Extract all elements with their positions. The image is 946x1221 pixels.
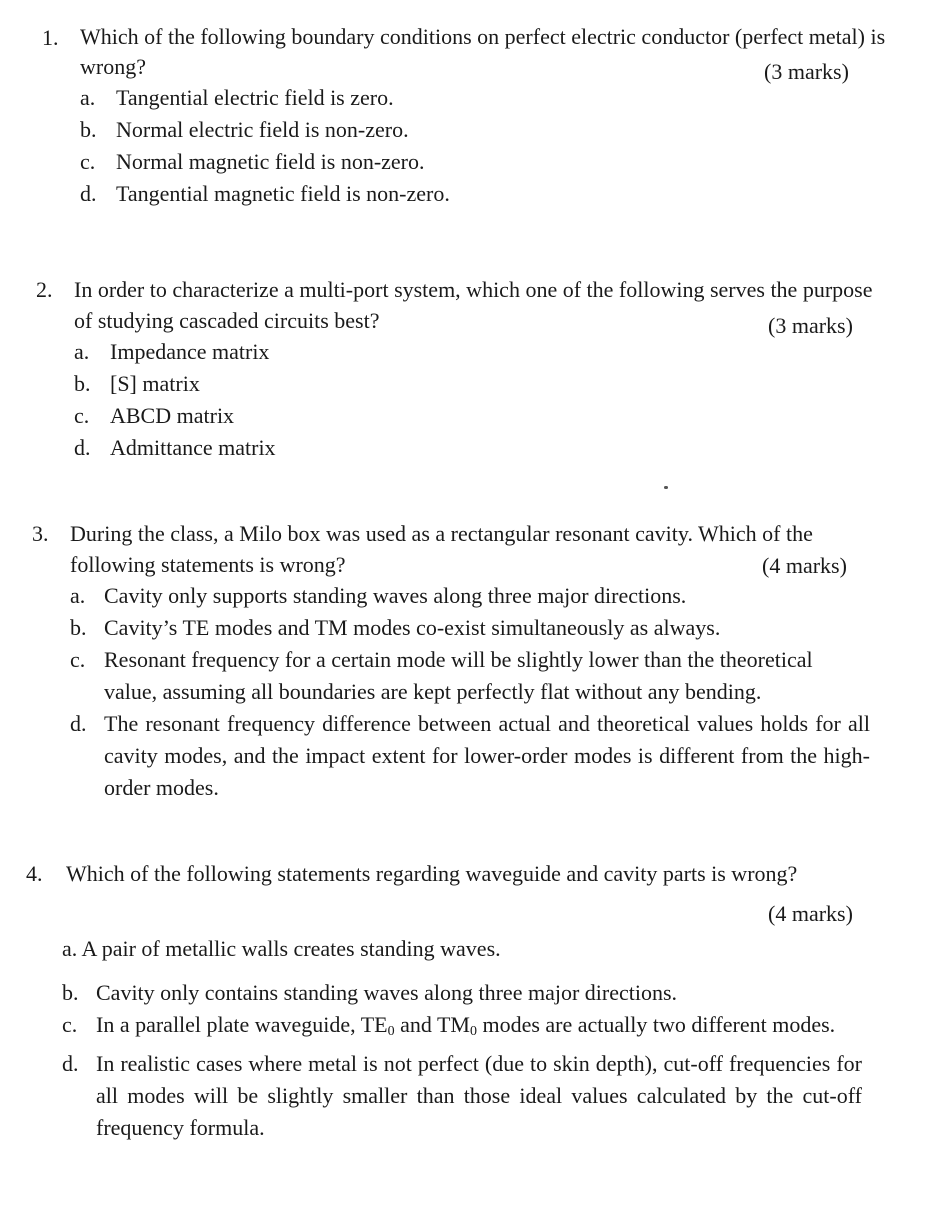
marks-label: (3 marks) [764,59,849,84]
options-list [0,82,946,210]
option-letter: b. [70,615,87,640]
option-text: Cavity only supports standing waves along three major directions. [104,583,687,608]
option-d [0,432,946,464]
option-text: [S] matrix [110,371,200,396]
option-text [96,1009,862,1048]
question-1 [0,22,946,210]
question-2 [0,274,946,464]
option-text-part: In a parallel plate waveguide, TE [96,1012,388,1037]
question-text: Which of the following boundary conditions on perfect electric conductor (perfect metal) is wrong? [80,24,886,79]
option-text: Resonant frequency for a certain mode will be slightly lower than the theoretical value, assuming all boundaries are kept perfectly flat without any bending. [104,647,813,704]
option-text: Normal electric field is non-zero. [116,117,409,142]
option-c [0,1009,946,1048]
option-letter: d. [70,711,87,736]
option-b [0,368,946,400]
option-text: In realistic cases where metal is not perfect (due to skin depth), cut-off frequencies for all modes will be slightly smaller than those ideal values calculated by the cut-off frequency formula. [96,1051,862,1140]
option-letter: a. [80,85,96,110]
option-letter: c. [62,1012,78,1037]
question-4 [0,858,946,1144]
option-text: Cavity’s TE modes and TM modes co-exist simultaneously as always. [104,615,721,640]
option-text: The resonant frequency difference between actual and theoretical values holds for all cavity modes, and the impact extent for lower-order modes is different from the high-order modes. [104,711,870,800]
option-b [0,977,946,1009]
option-text-part: modes are actually two different modes. [476,1012,836,1037]
option-letter: d. [74,435,91,460]
question-3 [0,518,946,804]
option-d [0,1048,946,1144]
subscript-zero: 0 [387,1024,395,1039]
question-text: Which of the following statements regarding waveguide and cavity parts is wrong? [66,861,798,886]
option-text: Tangential electric field is zero. [116,85,394,110]
option-c [0,644,946,708]
option-letter: d. [80,181,97,206]
option-text: Admittance matrix [110,435,276,460]
marks-label: (4 marks) [768,901,853,926]
option-text: Normal magnetic field is non-zero. [116,149,425,174]
question-text: In order to characterize a multi-port system, which one of the following serves the purpose of studying cascaded circuits best? [74,277,873,333]
option-d [0,708,946,804]
option-a [0,82,946,114]
question-number: 1. [42,25,59,50]
option-text-part: and TM [394,1012,470,1037]
stray-mark [664,486,668,489]
option-text: Impedance matrix [110,339,270,364]
question-number: 2. [36,277,53,302]
option-letter: c. [80,149,96,174]
marks-label: (3 marks) [768,313,853,338]
subscript-zero: 0 [469,1024,477,1039]
options-list [0,933,946,1144]
question-text: During the class, a Milo box was used as a rectangular resonant cavity. Which of the following statements is wrong? [70,521,813,577]
option-text: ABCD matrix [110,403,235,428]
option-text: Tangential magnetic field is non-zero. [116,181,450,206]
option-a [0,336,946,368]
option-d [0,178,946,210]
option-letter: d. [62,1051,79,1076]
option-a: a. A pair of metallic walls creates standing waves. [62,936,501,961]
option-letter: b. [62,980,79,1005]
option-letter: a. [70,583,86,608]
option-letter: c. [74,403,90,428]
option-letter: b. [74,371,91,396]
option-b [0,612,946,644]
question-number: 4. [26,861,43,886]
option-letter: c. [70,647,86,672]
option-text: Cavity only contains standing waves along three major directions. [96,980,678,1005]
option-b [0,114,946,146]
option-c [0,146,946,178]
option-letter: a. [74,339,90,364]
option-letter: b. [80,117,97,142]
option-a [0,580,946,612]
option-c [0,400,946,432]
question-number: 3. [32,521,49,546]
marks-label: (4 marks) [762,553,847,578]
options-list [0,336,946,464]
options-list [0,580,946,804]
